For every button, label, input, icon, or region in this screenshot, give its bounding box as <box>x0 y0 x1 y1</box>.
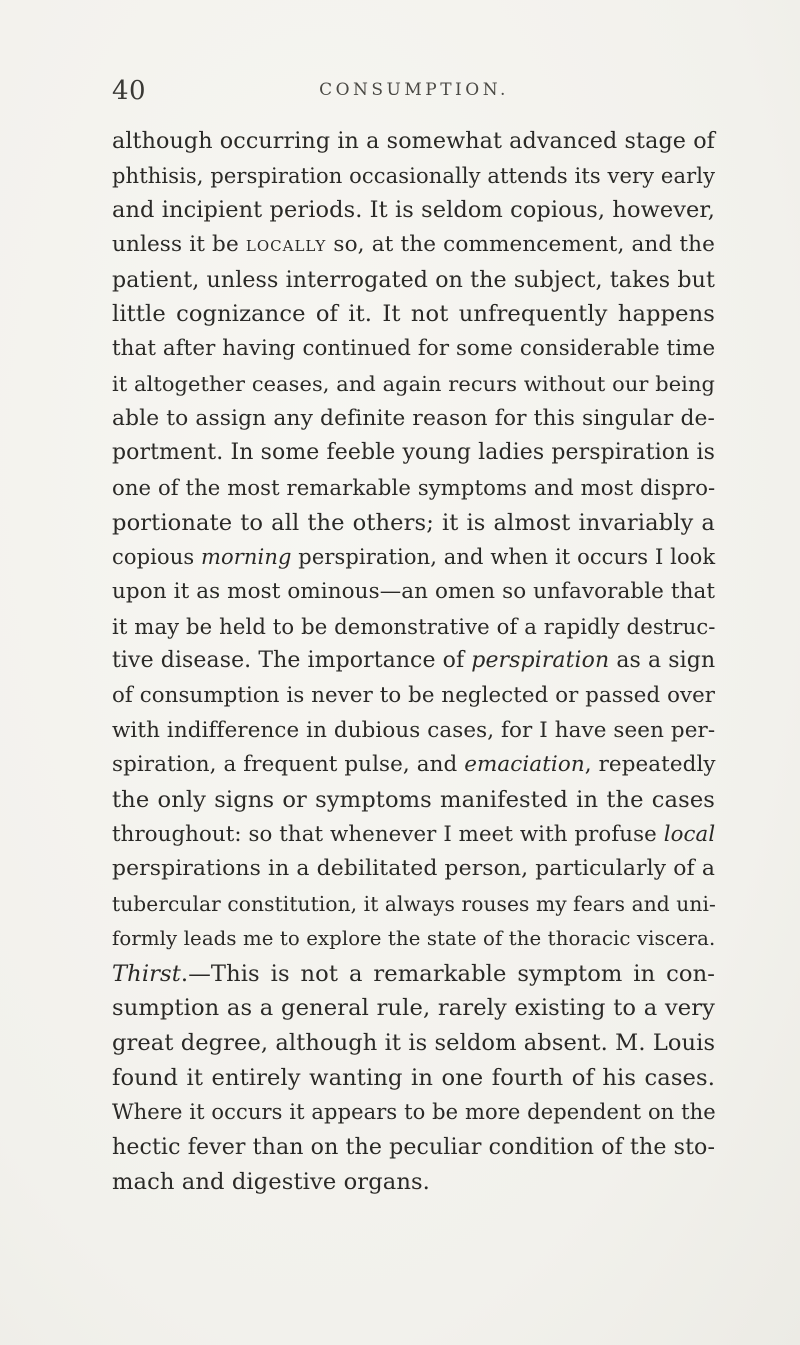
text-line: upon it as most ominous—an omen so unfavorable that <box>112 578 716 604</box>
text-line: perspirations in a debilitated person, particularly of a <box>112 856 715 882</box>
text-run: so, at the commencement, and the <box>326 232 715 258</box>
text-line: sumption as a general rule, rarely existing to a very <box>112 995 715 1022</box>
text-run: perspiration, and when it occurs I look <box>291 545 716 570</box>
text-line <box>112 644 715 679</box>
text-line: of consumption is never to be neglected or passed over <box>112 683 716 708</box>
text-run: .—This is not a remarkable symptom in con- <box>180 960 715 987</box>
text-run: tive disease. The importance of <box>112 648 472 674</box>
text-line: mach and digestive organs. <box>112 1168 430 1195</box>
text-line <box>112 748 715 783</box>
text-line: and incipient periods. It is seldom copious, however, <box>112 197 715 224</box>
text-line <box>112 540 715 575</box>
text-line: one of the most remarkable symptoms and most dispro- <box>112 474 716 500</box>
italic-emphasis: emaciation <box>464 752 585 778</box>
text-line: portment. In some feeble young ladies perspiration is <box>112 440 715 466</box>
text-line: formly leads me to explore the state of the thoracic viscera. <box>112 926 716 950</box>
text-line: the only signs or symptoms manifested in the cases <box>112 787 715 814</box>
text-line: with indifference in dubious cases, for I have seen per- <box>112 717 716 743</box>
text-run: throughout: so that whenever I meet with profuse <box>112 821 664 847</box>
italic-emphasis: local <box>663 821 716 847</box>
text-line: tubercular constitution, it always rouses my fears and uni- <box>112 892 716 917</box>
text-line: that after having continued for some considerable time <box>112 336 716 362</box>
text-run: unless it be <box>112 232 246 258</box>
page-header <box>112 76 716 108</box>
text-run: copious <box>112 545 201 570</box>
small-caps-emphasis: locally <box>245 232 327 258</box>
text-line <box>112 957 715 992</box>
text-line: patient, unless interrogated on the subject, takes but <box>112 266 715 293</box>
page-number: 40 <box>112 76 147 106</box>
text-line: it altogether ceases, and again recurs without our being <box>112 371 715 396</box>
italic-emphasis: Thirst <box>112 960 181 987</box>
text-line: portionate to all the others; it is almost invariably a <box>112 509 715 536</box>
text-line <box>112 228 715 263</box>
text-line: hectic fever than on the peculiar condition of the sto- <box>112 1133 715 1160</box>
text-run: spiration, a frequent pulse, and <box>112 752 465 778</box>
text-run: , repeatedly <box>584 752 716 778</box>
text-line: Where it occurs it appears to be more dependent on the <box>112 1100 716 1125</box>
text-line: able to assign any definite reason for this singular de- <box>112 405 715 431</box>
text-line: great degree, although it is seldom absent. M. Louis <box>112 1029 716 1056</box>
running-head: CONSUMPTION. <box>319 80 509 100</box>
text-line: phthisis, perspiration occasionally attends its very early <box>112 162 716 188</box>
italic-emphasis: perspiration <box>471 648 610 674</box>
text-line <box>112 818 715 853</box>
body-text <box>112 124 715 1199</box>
text-line: found it entirely wanting in one fourth of his cases. <box>112 1064 715 1091</box>
italic-emphasis: morning <box>200 545 292 570</box>
text-run: as a sign <box>609 648 716 674</box>
text-line: little cognizance of it. It not unfrequently happens <box>112 301 715 328</box>
text-line: although occurring in a somewhat advanced stage of <box>112 128 715 154</box>
text-line: it may be held to be demonstrative of a rapidly destruc- <box>112 613 716 639</box>
